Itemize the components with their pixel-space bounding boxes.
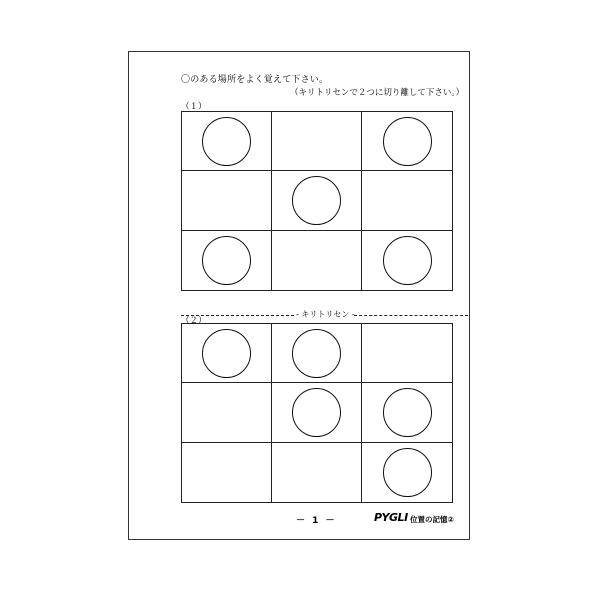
circle-mark bbox=[292, 388, 341, 437]
brand-logo: PYGLI bbox=[374, 511, 408, 524]
grid-cell bbox=[362, 443, 452, 502]
grid-cell bbox=[182, 231, 272, 290]
page-number: － 1 － bbox=[296, 516, 337, 526]
instruction-subtext: （キリトリセンで２つに切り離して下さい。） bbox=[290, 88, 465, 98]
grid-cell bbox=[272, 443, 362, 502]
instruction-text: 〇のある場所をよく覚えて下さい。 bbox=[181, 75, 329, 85]
grid-cell bbox=[182, 443, 272, 502]
grid-cell bbox=[362, 324, 452, 383]
circle-mark bbox=[202, 329, 251, 378]
grid-cell bbox=[272, 383, 362, 442]
grid-cell bbox=[362, 383, 452, 442]
grid-cell bbox=[182, 383, 272, 442]
section-1-grid bbox=[181, 111, 453, 291]
circle-mark bbox=[383, 117, 432, 166]
grid-cell bbox=[182, 171, 272, 230]
circle-mark bbox=[383, 388, 432, 437]
grid-cell bbox=[272, 112, 362, 171]
circle-mark bbox=[383, 236, 432, 285]
grid-cell bbox=[182, 324, 272, 383]
circle-mark bbox=[202, 236, 251, 285]
worksheet-title: 位置の記憶② bbox=[410, 515, 454, 524]
cut-line bbox=[181, 309, 468, 321]
section-2-grid bbox=[181, 323, 453, 503]
grid-cell bbox=[362, 171, 452, 230]
grid-cell bbox=[272, 324, 362, 383]
grid-cell bbox=[362, 231, 452, 290]
cut-line-label: - キリトリセン - bbox=[296, 310, 355, 319]
section-1-label: （１） bbox=[181, 102, 207, 112]
grid-cell bbox=[182, 112, 272, 171]
grid-cell bbox=[362, 112, 452, 171]
grid-cell bbox=[272, 231, 362, 290]
circle-mark bbox=[202, 117, 251, 166]
circle-mark bbox=[383, 448, 432, 497]
cut-line-dash-right bbox=[354, 315, 468, 316]
circle-mark bbox=[292, 176, 341, 225]
grid-cell bbox=[272, 171, 362, 230]
section-2-label: （２） bbox=[181, 316, 207, 326]
circle-mark bbox=[292, 329, 341, 378]
